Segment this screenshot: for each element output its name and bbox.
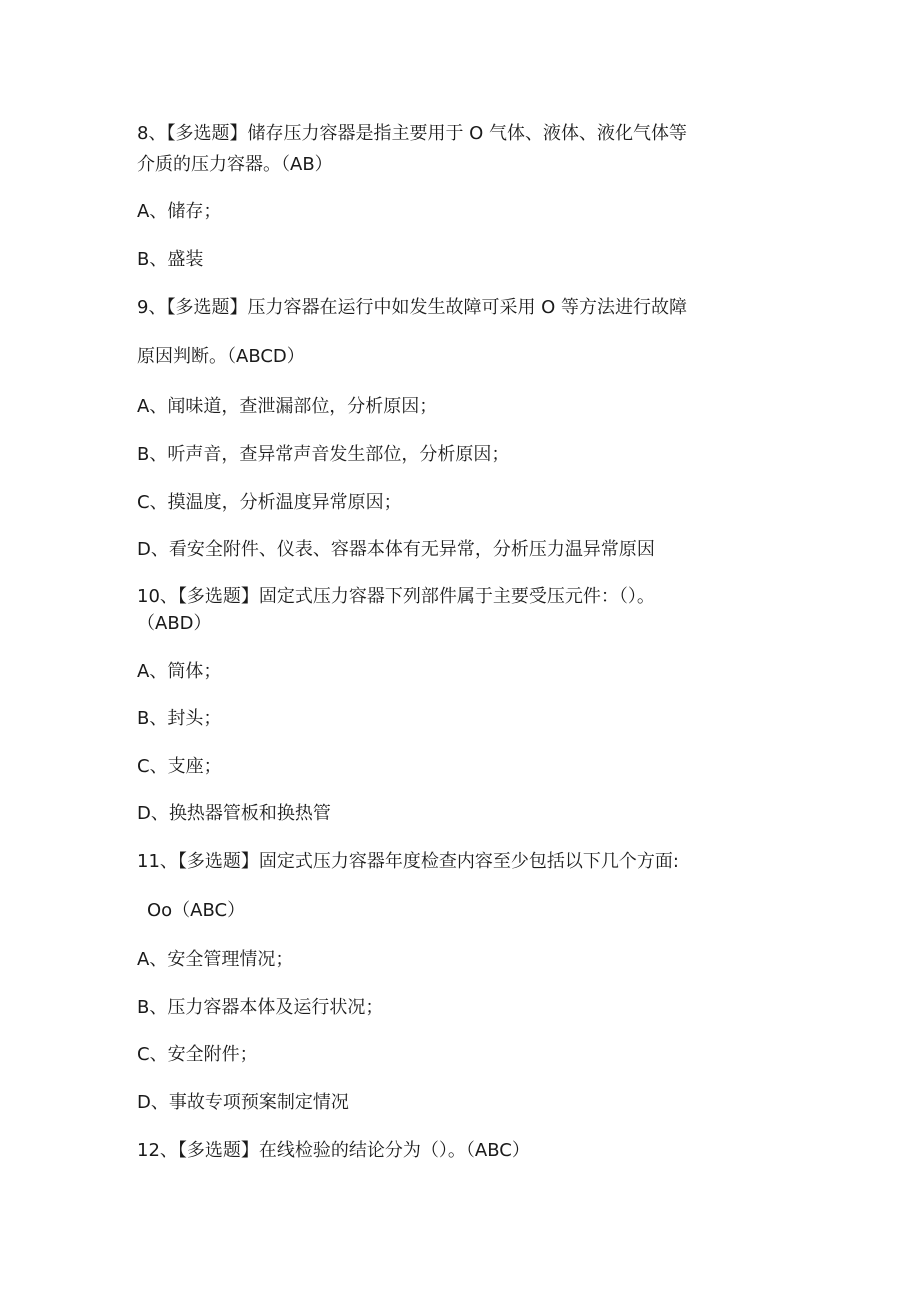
question-11-line-1: 11、【多选题】固定式压力容器年度检查内容至少包括以下几个方面:	[137, 851, 679, 872]
question-8-option-a: A、储存；	[137, 201, 222, 222]
question-9-option-d: D、看安全附件、仪表、容器本体有无异常，分析压力温异常原因	[137, 539, 655, 560]
question-9-option-b: B、听声音，查异常声音发生部位，分析原因；	[137, 444, 510, 465]
question-8-line-2: 介质的压力容器。（AB）	[137, 154, 333, 175]
question-9-option-a: A、闻味道，查泄漏部位，分析原因；	[137, 396, 438, 417]
question-11-option-d: D、事故专项预案制定情况	[137, 1092, 349, 1113]
question-9-option-c: C、摸温度，分析温度异常原因；	[137, 492, 402, 513]
question-9-line-1: 9、【多选题】压力容器在运行中如发生故障可采用 O 等方法进行故障	[137, 297, 688, 318]
question-11-option-c: C、安全附件；	[137, 1044, 258, 1065]
question-8-line-1: 8、【多选题】储存压力容器是指主要用于 O 气体、液体、液化气体等	[137, 123, 688, 144]
question-11-option-b: B、压力容器本体及运行状况；	[137, 997, 384, 1018]
question-9-line-2: 原因判断。（ABCD）	[137, 346, 305, 367]
question-10-line-2: （ABD）	[137, 613, 212, 634]
question-10-option-d: D、换热器管板和换热管	[137, 803, 331, 824]
question-10-option-c: C、支座；	[137, 756, 222, 777]
question-8-option-b: B、盛装	[137, 249, 204, 270]
question-12-line-1: 12、【多选题】在线检验的结论分为（）。（ABC）	[137, 1140, 530, 1161]
question-11-line-2: Oo（ABC）	[147, 900, 246, 921]
question-10-option-b: B、封头；	[137, 708, 222, 729]
question-10-line-1: 10、【多选题】固定式压力容器下列部件属于主要受压元件：（）。	[137, 586, 655, 607]
question-11-option-a: A、安全管理情况；	[137, 949, 294, 970]
question-10-option-a: A、筒体；	[137, 661, 222, 682]
